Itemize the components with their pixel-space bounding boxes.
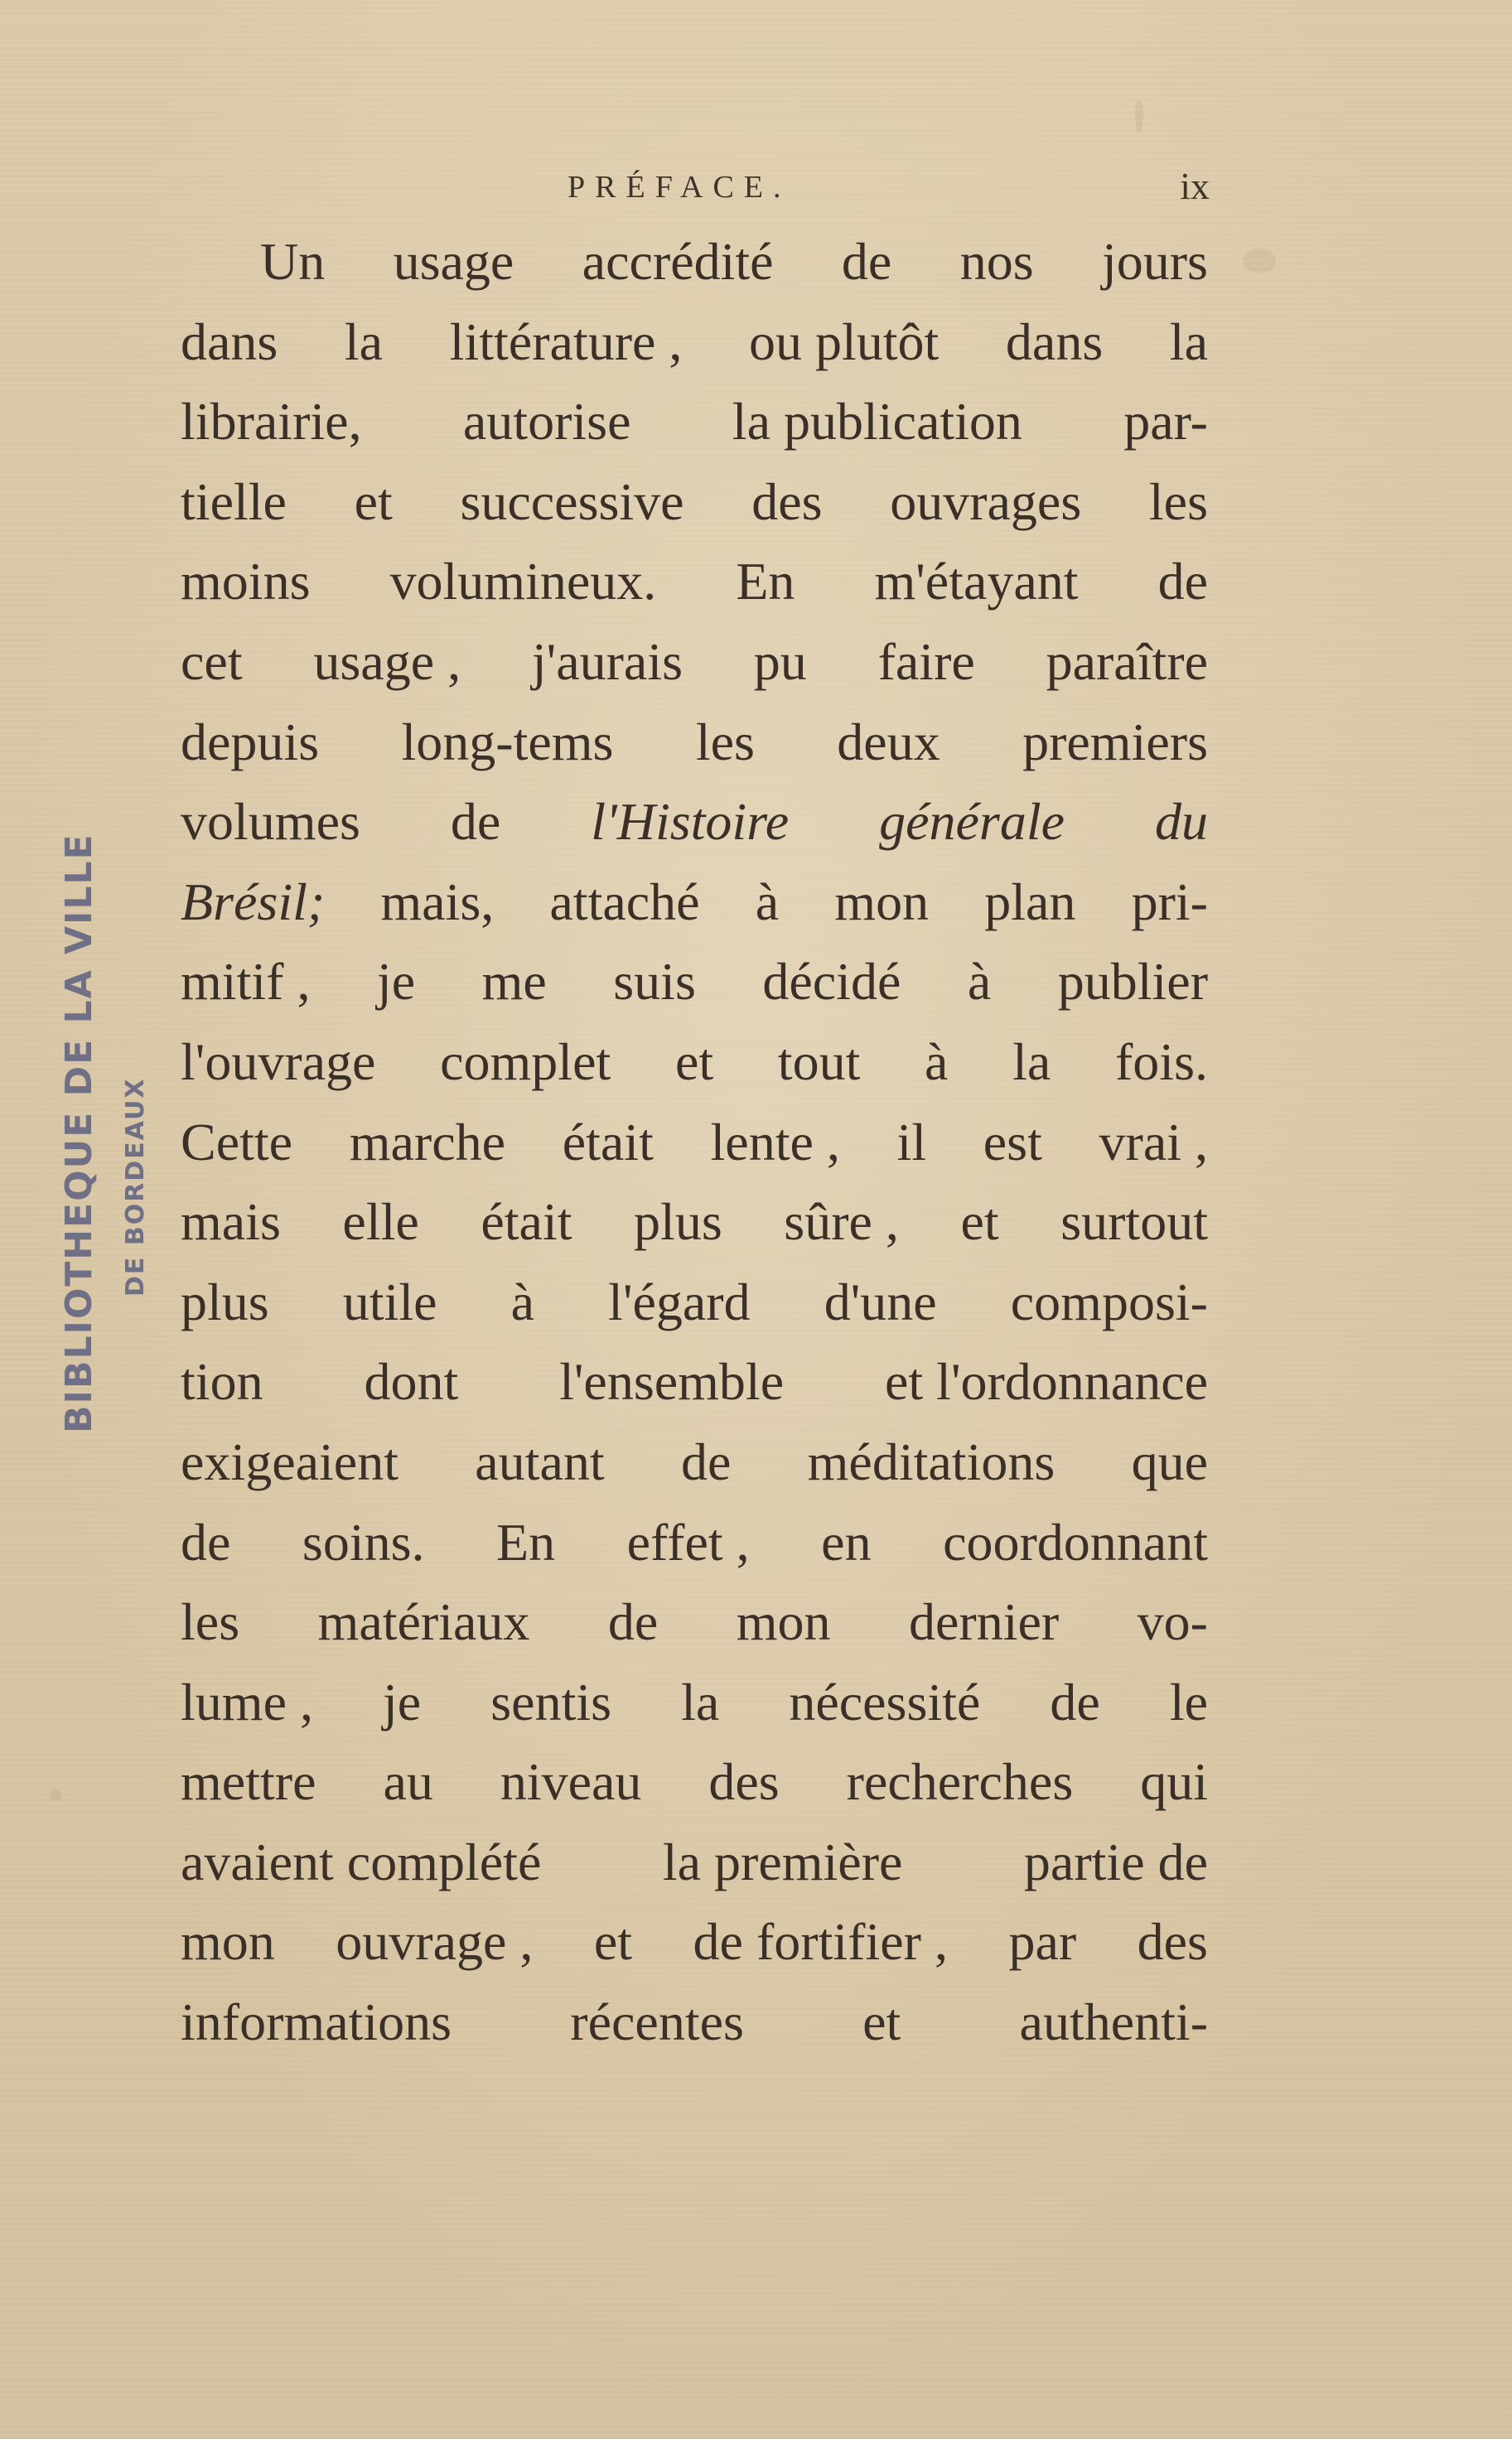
word: nos [959,232,1034,291]
word: et [862,1992,901,2052]
word: l'ouvrage [181,1031,376,1091]
word: ou plutôt [748,312,940,371]
word: la [344,312,384,371]
word: fois. [1114,1031,1208,1091]
text-line [181,1022,1208,1103]
word: de [1050,1672,1100,1731]
word: premiers [1022,712,1208,771]
word: partie de [1023,1832,1208,1891]
word: complet [440,1031,611,1091]
word: deux [837,712,940,771]
paper-stain [50,1789,61,1801]
word: l'ensemble [559,1352,785,1412]
word: mon [181,1912,275,1972]
word: mon [834,872,930,931]
word: usage [393,232,514,291]
word: plan [984,872,1076,931]
text-line [181,1663,1208,1743]
stamp-line-1: BIBLIOTHEQUE DE LA VILLE [58,833,100,1433]
word: et [960,1192,999,1252]
word: ouvrage , [336,1912,534,1972]
word: il [896,1112,927,1171]
word: je [376,952,416,1012]
text-line [181,462,1208,543]
word: à [755,872,780,931]
word: effet , [626,1512,750,1572]
word: usage , [313,631,461,691]
word: les [1148,471,1208,531]
word: successive [460,471,684,531]
body-text [181,222,1208,2063]
text-line [181,1582,1208,1663]
word: et l'ordonnance [884,1352,1208,1412]
text-line [181,942,1208,1022]
word: des [708,1752,780,1812]
word: dans [1005,312,1104,371]
word: m'étayant [874,552,1079,611]
word: du [1155,792,1208,852]
word: pu [753,631,807,691]
word: de fortifier , [693,1912,948,1972]
word: faire [877,631,975,691]
word: et [593,1912,633,1972]
word: la [681,1672,720,1731]
text-line [181,1823,1208,1903]
word: jours [1101,232,1208,291]
word: ouvrages [890,471,1082,531]
word: matériaux [317,1592,530,1652]
word: de [607,1592,659,1652]
word: de [841,232,892,291]
word: l'égard [608,1272,751,1331]
word: méditations [807,1432,1056,1491]
text-line [181,1742,1208,1823]
text-line [181,703,1208,783]
word: le [1169,1672,1208,1731]
text-line [181,862,1208,943]
text-line [181,1422,1208,1503]
page-header [191,165,1210,219]
word: elle [342,1192,419,1252]
word: coordonnant [943,1512,1208,1572]
word: d'une [824,1272,937,1331]
text-line [181,222,1208,302]
word: paraître [1046,631,1208,691]
word: générale [879,792,1065,852]
text-line [181,1103,1208,1183]
word: tielle [181,471,287,531]
word: est [983,1112,1042,1171]
text-line [181,1342,1208,1422]
word: de [450,792,501,852]
word: sûre , [784,1192,899,1252]
word: et [674,1031,714,1091]
word: par- [1123,392,1208,452]
word: volumes [181,792,360,852]
word: la publication [732,392,1022,452]
word: dernier [908,1592,1060,1652]
word: depuis [181,712,320,771]
word: des [751,471,823,531]
word: cet [181,631,243,691]
word: était [562,1112,654,1171]
text-line [181,1902,1208,1983]
word: plus [634,1192,722,1252]
word: accrédité [582,232,774,291]
word: tout [777,1031,861,1091]
word: dans [181,312,278,371]
word: j'aurais [531,631,683,691]
word: littérature , [449,312,683,371]
text-line [181,382,1208,462]
word: En [736,552,795,611]
text-line [181,622,1208,703]
page-number: ix [1180,165,1210,207]
word: librairie, [181,392,362,452]
word: me [481,952,547,1012]
word: mon [736,1592,831,1652]
word: avaient complété [181,1832,542,1891]
word: par [1008,1912,1077,1972]
running-head: PRÉFACE. [568,170,791,205]
word: vrai , [1099,1112,1208,1171]
word: publier [1057,952,1208,1012]
word: exigeaient [181,1432,399,1491]
word: soins. [302,1512,425,1572]
word: de [181,1512,231,1572]
word: Un [260,232,326,291]
word: marche [349,1112,506,1171]
word: lente , [710,1112,840,1171]
word: des [1137,1912,1208,1972]
word: Brésil; [181,872,326,931]
word: composi- [1010,1272,1208,1331]
word: lume , [181,1672,313,1731]
word: la [1169,312,1208,371]
text-line [181,1263,1208,1343]
word: au [383,1752,433,1812]
word: recherches [846,1752,1074,1812]
word: attaché [549,872,700,931]
word: suis [613,952,696,1012]
word: je [383,1672,422,1731]
word: mitif , [181,952,311,1012]
word: en [821,1512,872,1572]
paper-stain [1243,249,1276,273]
text-line [181,782,1208,862]
word: récentes [570,1992,744,2052]
word: que [1131,1432,1208,1491]
word: dont [364,1352,459,1412]
text-line [181,1503,1208,1583]
word: En [496,1512,556,1572]
word: autorise [462,392,631,452]
word: surtout [1060,1192,1208,1252]
word: à [967,952,992,1012]
word: nécessité [789,1672,981,1731]
word: décidé [762,952,901,1012]
word: mais [181,1192,281,1252]
stamp-line-2: DE BORDEAUX [121,1077,150,1297]
text-line [181,1182,1208,1263]
text-line [181,302,1208,383]
word: sentis [490,1672,612,1731]
text-line [181,1983,1208,2063]
word: autant [475,1432,605,1491]
word: niveau [500,1752,642,1812]
word: à [925,1031,949,1091]
word: authenti- [1019,1992,1208,2052]
word: l'Histoire [591,792,790,852]
word: et [354,471,393,531]
word: les [181,1592,240,1652]
paper-stain [1135,99,1143,133]
word: de [1157,552,1208,611]
word: les [695,712,755,771]
word: vo- [1137,1592,1208,1652]
word: à [510,1272,535,1331]
word: la première [662,1832,903,1891]
word: long-tems [401,712,614,771]
word: qui [1140,1752,1208,1812]
word: mais, [380,872,495,931]
word: Cette [181,1112,293,1171]
word: informations [181,1992,452,2052]
text-line [181,542,1208,622]
word: volumineux. [389,552,657,611]
word: la [1012,1031,1051,1091]
word: était [481,1192,572,1252]
word: mettre [181,1752,316,1812]
word: de [680,1432,732,1491]
word: pri- [1131,872,1208,931]
word: plus [181,1272,269,1331]
library-stamp [33,833,150,1466]
word: tion [181,1352,263,1412]
word: moins [181,552,311,611]
word: utile [342,1272,437,1331]
